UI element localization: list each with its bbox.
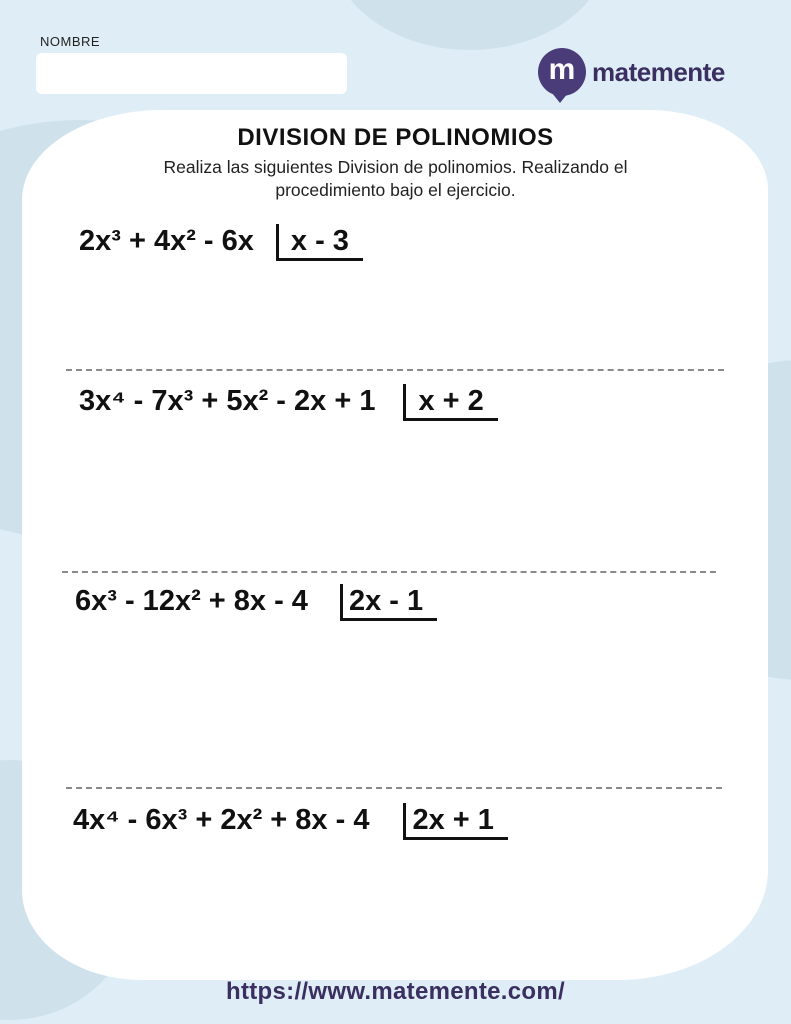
exercise-1 [79, 224, 363, 261]
divisor: 2x - 1 [340, 584, 437, 621]
name-label: NOMBRE [40, 34, 101, 49]
dividend: 3x⁴ - 7x³ + 5x² - 2x + 1 [79, 385, 376, 417]
separator-line [62, 571, 716, 573]
separator-line [66, 369, 724, 371]
divisor: 2x + 1 [403, 803, 507, 840]
exercise-3 [75, 584, 437, 621]
page-title: DIVISION DE POLINOMIOS [237, 124, 554, 151]
separator-line [66, 787, 722, 789]
name-field[interactable] [36, 53, 347, 94]
background-blob-top [330, 0, 610, 50]
divisor: x + 2 [403, 384, 497, 421]
exercise-2 [79, 384, 498, 421]
speech-bubble-icon [538, 48, 586, 96]
instructions-text: Realiza las siguientes Division de polinomios. Realizando el procedimiento bajo el ejercicio. [163, 157, 628, 200]
brand-logo [538, 48, 725, 96]
logo-letter: m [548, 53, 576, 86]
divisor: x - 3 [276, 224, 363, 261]
exercise-4 [73, 803, 508, 840]
dividend: 6x³ - 12x² + 8x - 4 [75, 585, 308, 617]
dividend: 2x³ + 4x² - 6x [79, 225, 254, 257]
footer-url: https://www.matemente.com/ [226, 978, 565, 1005]
dividend: 4x⁴ - 6x³ + 2x² + 8x - 4 [73, 804, 370, 836]
brand-name: matemente [592, 56, 725, 87]
